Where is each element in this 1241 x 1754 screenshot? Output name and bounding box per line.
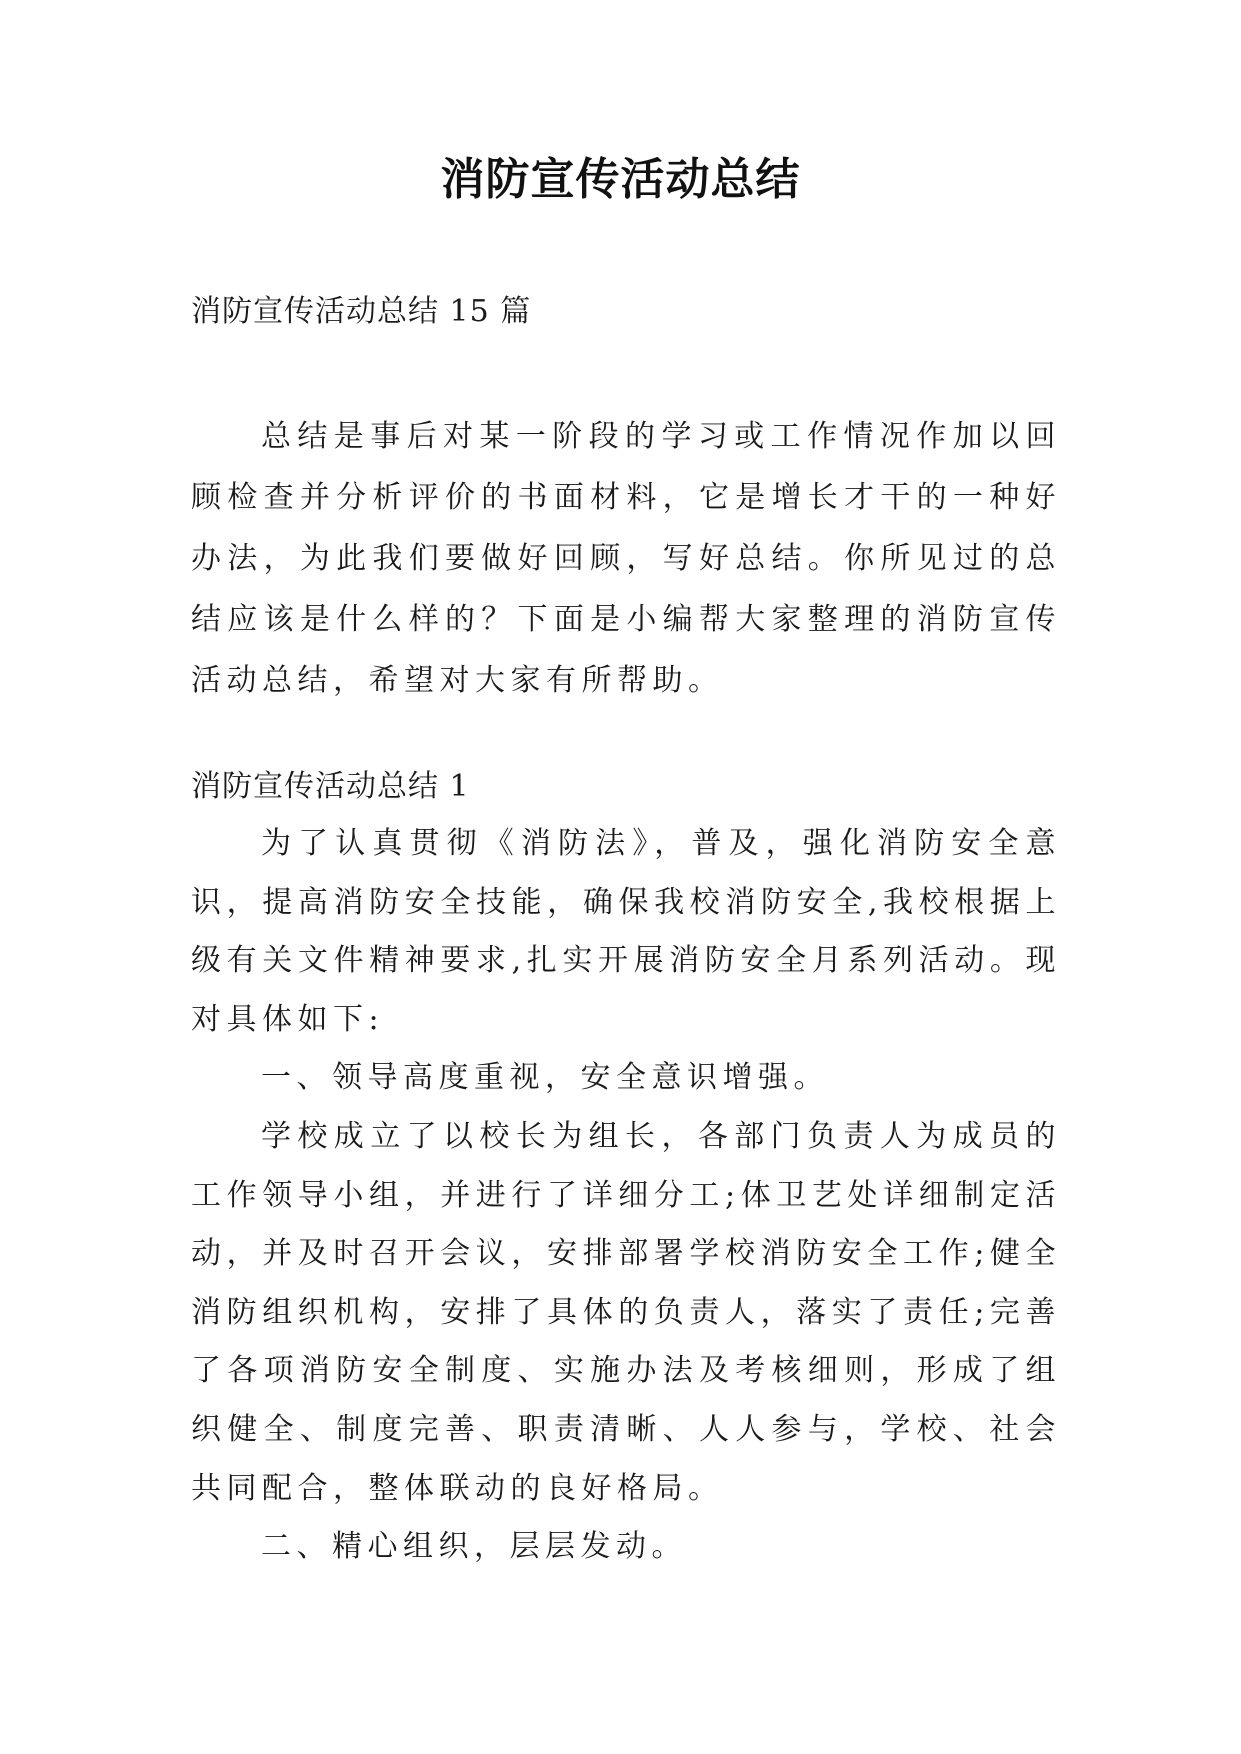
section-body [191,815,1061,1577]
section-heading: 消防宣传活动总结 1 [191,769,470,804]
section-paragraph: 为了认真贯彻《消防法》，普及，强化消防安全意识，提高消防安全技能，确保我校消防安全,我校根据上级有关文件精神要求,扎实开展消防安全月系列活动。现对具体如下: [191,826,1061,1037]
section-subheading: 一、领导高度重视，安全意识增强。 [261,1060,829,1096]
document-title: 消防宣传活动总结 [440,154,801,205]
document-subtitle: 消防宣传活动总结 15 篇 [191,294,532,329]
intro-paragraph: 总结是事后对某一阶段的学习或工作情况作加以回顾检查并分析评价的书面材料，它是增长才干的一种好办法，为此我们要做好回顾，写好总结。你所见过的总结应该是什么样的？下面是小编帮大家整理的消防宣传活动总结，希望对大家有所帮助。 [191,419,1061,698]
section-paragraph: 学校成立了以校长为组长，各部门负责人为成员的工作领导小组，并进行了详细分工;体卫艺处详细制定活动，并及时召开会议，安排部署学校消防安全工作;健全消防组织机构，安排了具体的负责人，落实了责任;完善了各项消防安全制度、实施办法及考核细则，形成了组织健全、制度完善、职责清晰、人人参与，学校、社会共同配合，整体联动的良好格局。 [191,1118,1061,1506]
section-subheading: 二、精心组织，层层发动。 [261,1529,687,1565]
